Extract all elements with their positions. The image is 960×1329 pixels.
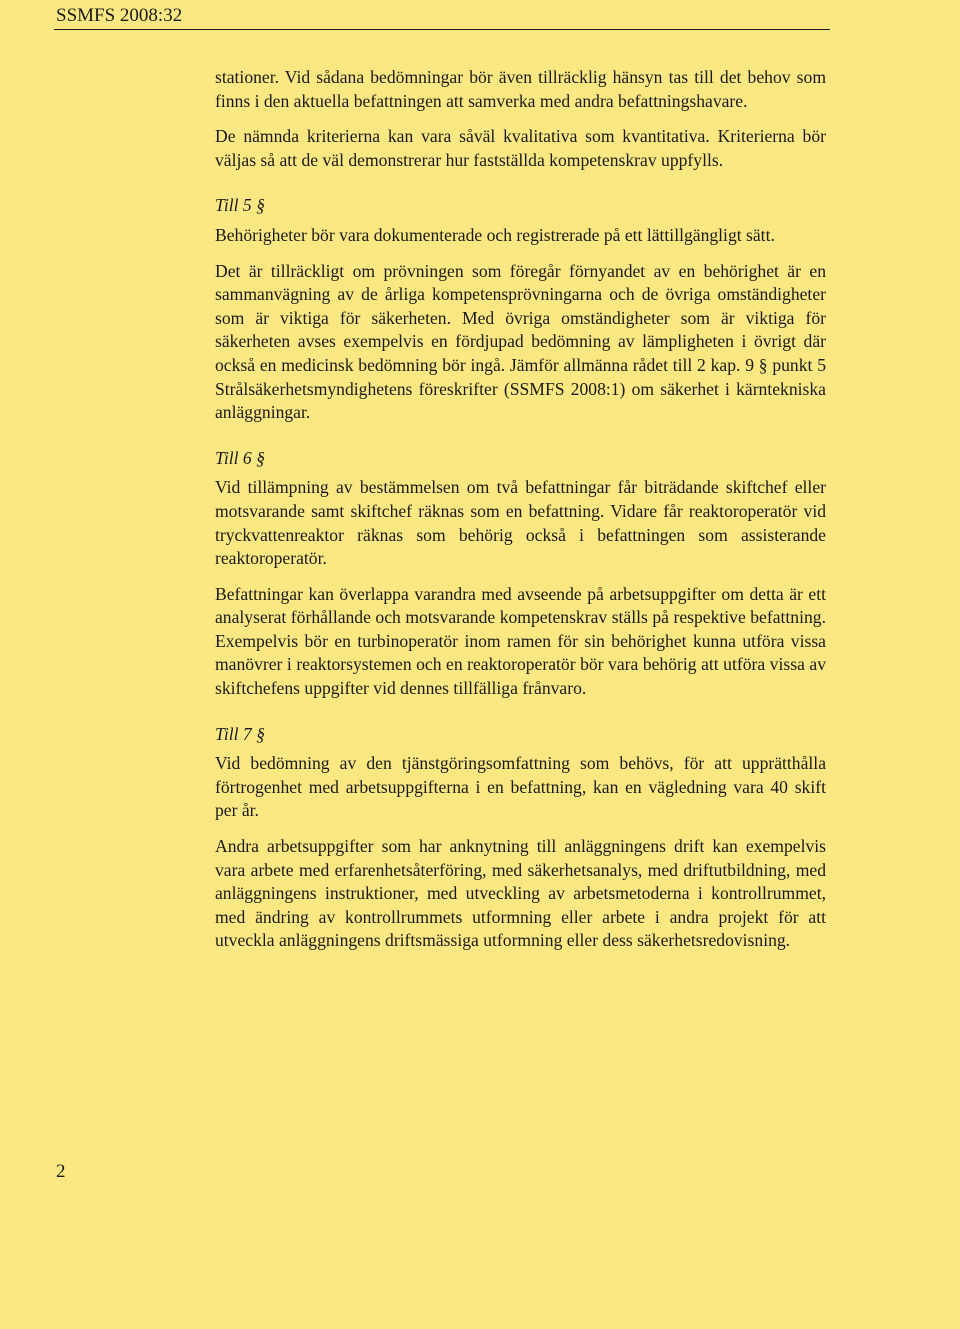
section-heading-till-7: Till 7 § xyxy=(215,723,265,744)
section-heading-till-6: Till 6 § xyxy=(215,447,265,468)
intro-paragraph-2: De nämnda kriterierna kan vara såväl kvalitativa som kvantitativa. Kriterierna bör väljas så att de väl demonstrerar hur fastställda kompetenskrav uppfylls. xyxy=(215,126,826,170)
intro-paragraph-1: stationer. Vid sådana bedömningar bör även tillräcklig hänsyn tas till det behov som finns i den aktuella befattningen att samverka med andra befattningshavare. xyxy=(215,67,826,111)
header-rule xyxy=(54,29,830,30)
section-5-paragraph-1: Behörigheter bör vara dokumenterade och registrerade på ett lättillgängligt sätt. xyxy=(215,224,775,245)
page-number: 2 xyxy=(56,1161,66,1182)
section-7-paragraph-2: Andra arbetsuppgifter som har anknytning till anläggningens drift kan exempelvis vara arbete med erfarenhetsåterföring, med säkerhetsanalys, med driftutbildning, med anläggningens instruktioner, med utveckling av arbetsmetoderna i kontrollrummet, med ändring av kontrollrummets utformning eller arbete i andra projekt för att utveckla anläggningens driftsmässiga utformning eller dess säkerhetsredovisning. xyxy=(215,836,826,951)
section-7-paragraph-1: Vid bedömning av den tjänstgöringsomfattning som behövs, för att upprätthålla förtrogenhet med arbetsuppgifterna i en befattning, kan en vägledning vara 40 skift per år. xyxy=(215,753,826,821)
section-heading-till-5: Till 5 § xyxy=(215,195,265,216)
section-6-paragraph-2: Befattningar kan överlappa varandra med avseende på arbetsuppgifter om detta är ett analyserat förhållande och motsvarande kompetenskrav ställs på respektive befattning. Exempelvis bör en turbinoperatör inom ramen för sin behörighet kunna utföra vissa manövrer i reaktorsystemen och en reaktoroperatör bör vara behörig att utföra vissa av skiftchefens uppgifter vid dennes tillfälliga frånvaro. xyxy=(215,583,826,699)
section-5-paragraph-2: Det är tillräckligt om prövningen som föregår förnyandet av en behörighet är en sammanvägning av de årliga kompetensprövningarna och de övriga omständigheter som är viktiga för säkerheten. Med övriga omständigheter som är viktiga för säkerheten avses exempelvis en fördjupad bedömning av lämpligheten i övrigt där också en medicinsk bedömning bör ingå. Jämför allmänna rådet till 2 kap. 9 § punkt 5 Strålsäkerhetsmyndighetens föreskrifter (SSMFS 2008:1) om säkerhet i kärntekniska anläggningar. xyxy=(215,260,826,423)
section-6-paragraph-1: Vid tillämpning av bestämmelsen om två befattningar får biträdande skiftchef eller motsvarande samt skiftchef räknas som en befattning. Vidare får reaktoroperatör vid tryckvattenreaktor räknas som behörig också i befattningen som assisterande reaktoroperatör. xyxy=(215,477,826,569)
running-header: SSMFS 2008:32 xyxy=(56,5,183,26)
document-body xyxy=(215,66,826,965)
